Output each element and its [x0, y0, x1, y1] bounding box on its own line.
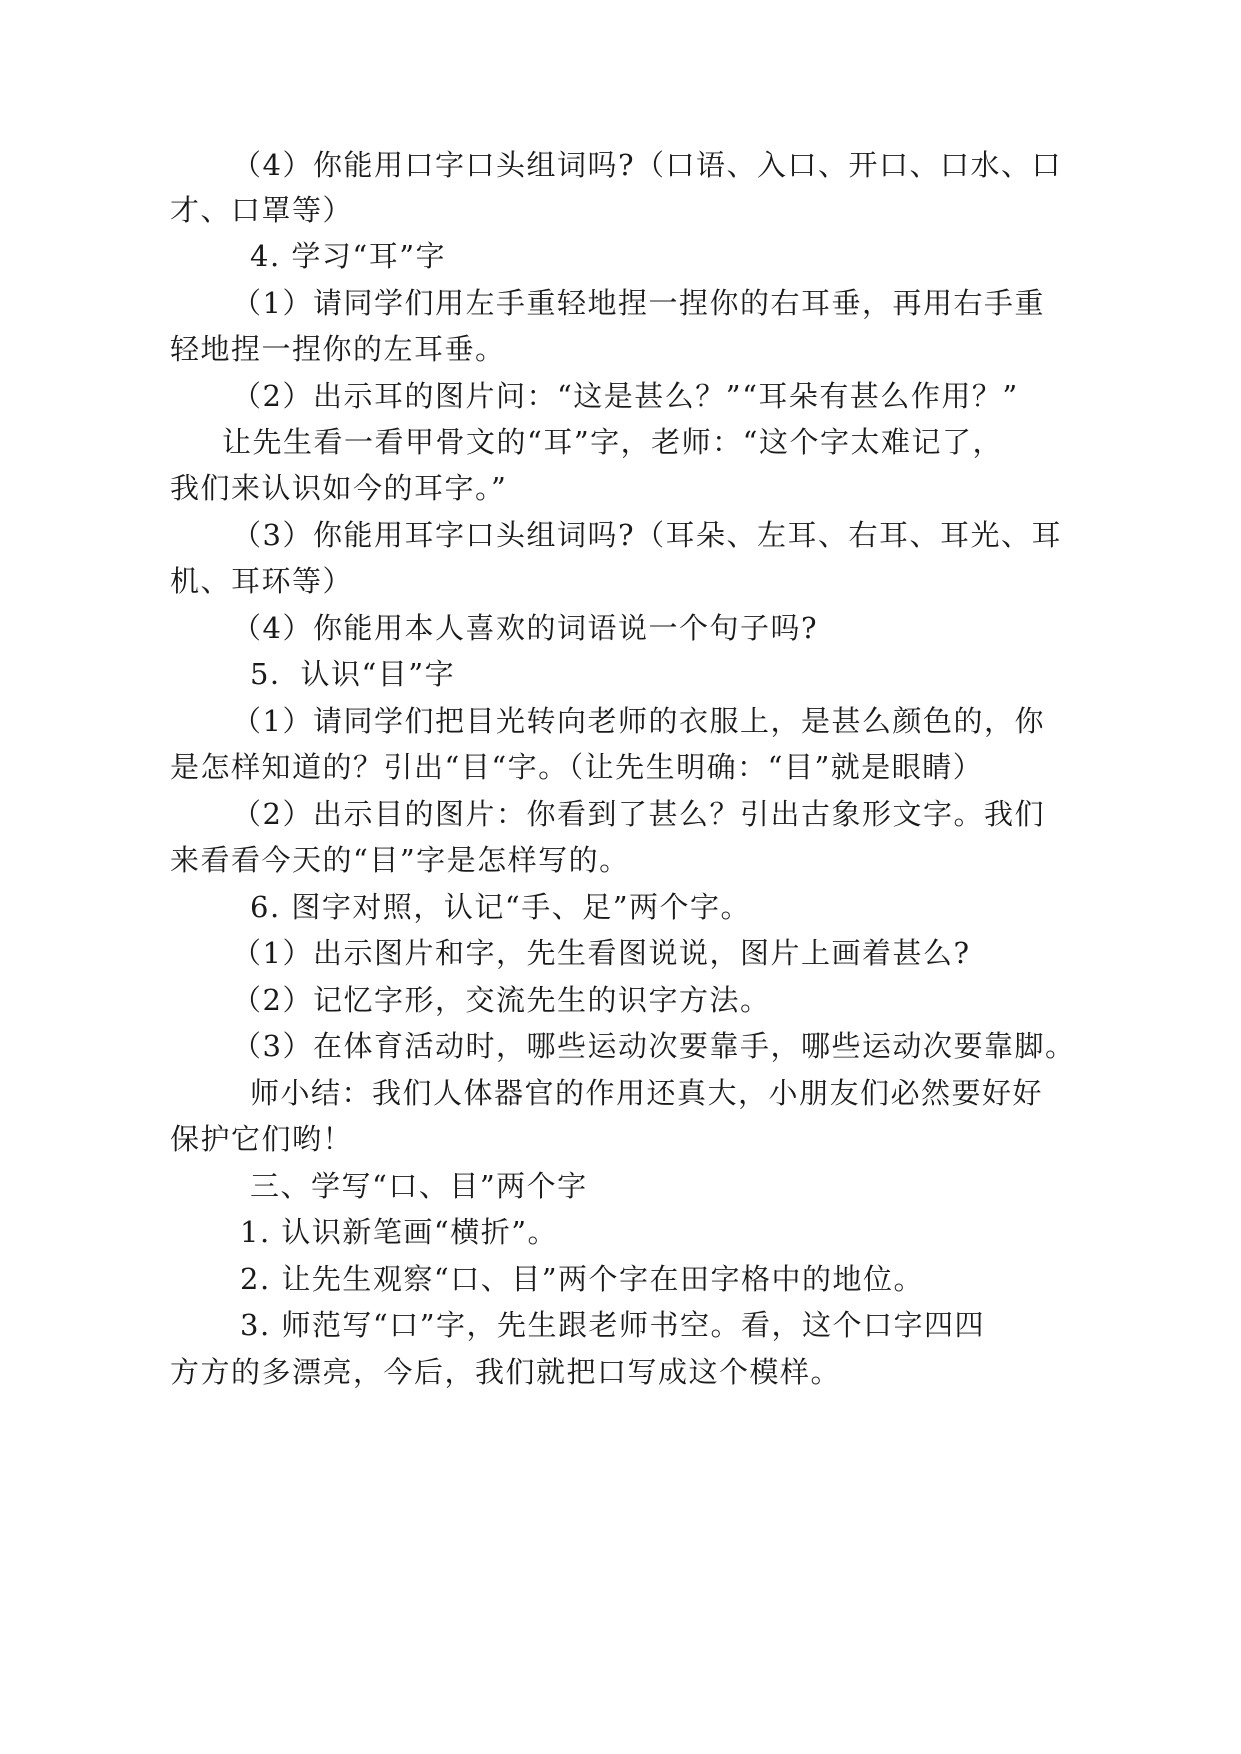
text-line: （2）记忆字形，交流先生的识字方法。	[232, 983, 771, 1017]
section-heading: 三、学写“口、目”两个字	[250, 1169, 588, 1203]
section-heading: 5．认识“目”字	[250, 657, 456, 691]
text-line: 师小结：我们人体器官的作用还真大，小朋友们必然要好好	[250, 1076, 1044, 1110]
text-line: 才、口罩等）	[170, 193, 354, 227]
text-line: （4）你能用本人喜欢的词语说一个句子吗?	[232, 611, 818, 645]
text-line: （3）你能用耳字口头组词吗?（耳朵、左耳、右耳、耳光、耳	[232, 518, 1062, 552]
text-line: 2. 让先生观察“口、目”两个字在田字格中的地位。	[240, 1262, 925, 1296]
text-line: 1. 认识新笔画“横折”。	[240, 1215, 559, 1249]
text-line: 是怎样知道的？引出“目“字。（让先生明确：“目”就是眼睛）	[170, 750, 984, 784]
section-heading: 6. 图字对照，认记“手、足”两个字。	[250, 890, 752, 924]
text-line: （1）请同学们把目光转向老师的衣服上，是甚么颜色的，你	[232, 704, 1045, 738]
text-line: （1）出示图片和字，先生看图说说，图片上画着甚么?	[232, 936, 971, 970]
text-line: （1）请同学们用左手重轻地捏一捏你的右耳垂，再用右手重	[232, 286, 1045, 320]
text-line: 3. 师范写“口”字，先生跟老师书空。看，这个口字四四	[240, 1308, 986, 1342]
text-line: 我们来认识如今的耳字。”	[170, 471, 508, 505]
text-line: 保护它们哟！	[170, 1122, 354, 1156]
text-line: （2）出示耳的图片问：“这是甚么？”“耳朵有甚么作用？”	[232, 379, 1019, 413]
section-heading: 4. 学习“耳”字	[250, 239, 447, 273]
text-line: （3）在体育活动时，哪些运动次要靠手，哪些运动次要靠脚。	[232, 1029, 1076, 1063]
text-line: 来看看今天的“目”字是怎样写的。	[170, 843, 630, 877]
text-line: （4）你能用口字口头组词吗?（口语、入口、开口、口水、口	[232, 148, 1062, 182]
text-line: （2）出示目的图片：你看到了甚么？引出古象形文字。我们	[232, 797, 1045, 831]
text-line: 方方的多漂亮，今后，我们就把口写成这个模样。	[170, 1355, 842, 1389]
text-line: 轻地捏一捏你的左耳垂。	[170, 332, 506, 366]
text-line: 让先生看一看甲骨文的“耳”字，老师：“这个字太难记了，	[222, 425, 1003, 459]
text-line: 机、耳环等）	[170, 564, 354, 598]
